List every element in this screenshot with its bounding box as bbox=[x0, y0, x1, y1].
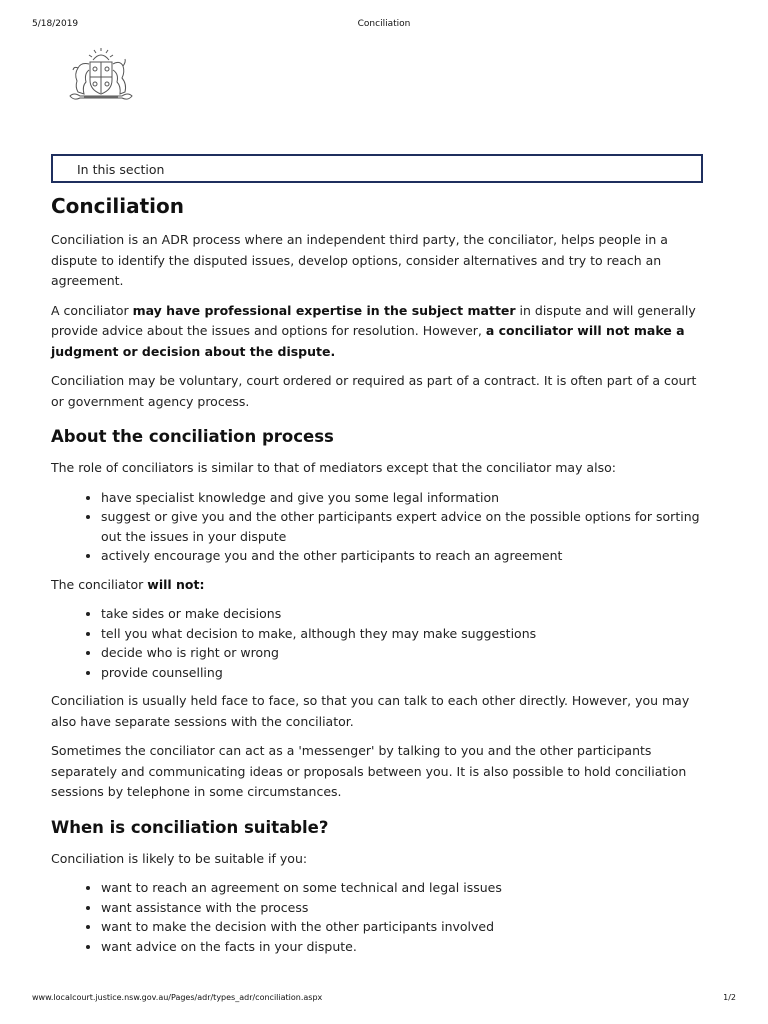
will-not-bold: will not: bbox=[147, 576, 205, 592]
will-not-lead bbox=[51, 575, 711, 596]
will-not-prefix: The conciliator bbox=[51, 576, 148, 592]
list-item: • tell you what decision to make, although they may make suggestions bbox=[101, 624, 711, 644]
voluntary-paragraph: Conciliation may be voluntary, court ordered or required as part of a contract. It is often part of a court or government agency process. bbox=[51, 373, 697, 409]
print-title: Conciliation bbox=[357, 19, 411, 29]
page-title: Conciliation bbox=[51, 194, 184, 218]
list-item: • provide counselling bbox=[101, 663, 711, 683]
intro-paragraph: Conciliation is an ADR process where an independent third party, the conciliator, helps people in a dispute to identify the disputed issues, develop options, consider alternatives and try to reach an agreement. bbox=[51, 232, 668, 288]
list-item: • want assistance with the process bbox=[101, 898, 711, 918]
list-item: • actively encourage you and the other participants to reach an agreement bbox=[101, 546, 711, 566]
expertise-paragraph bbox=[51, 301, 711, 363]
suitable-lead: Conciliation is likely to be suitable if you: bbox=[51, 850, 308, 866]
expertise-bold-1: may have professional expertise in the subject matter bbox=[132, 302, 516, 318]
expertise-text-2: in dispute and will generally provide advice about the issues and options for resolution. However, bbox=[51, 302, 696, 338]
in-this-section-label: In this section bbox=[77, 162, 165, 177]
list-item: • decide who is right or wrong bbox=[101, 643, 711, 663]
may-also-list bbox=[51, 488, 711, 566]
list-item: • want to make the decision with the other participants involved bbox=[101, 917, 711, 937]
expertise-bold-2: a conciliator will not make a judgment or decision about the dispute. bbox=[51, 323, 685, 359]
print-page-number: 1/2 bbox=[723, 993, 736, 1002]
about-lead: The role of conciliators is similar to that of mediators except that the conciliator may also: bbox=[51, 460, 616, 475]
print-url: www.localcourt.justice.nsw.gov.au/Pages/adr/types_adr/conciliation.aspx bbox=[32, 993, 323, 1002]
list-item: • take sides or make decisions bbox=[101, 604, 711, 624]
print-date: 5/18/2019 bbox=[32, 19, 79, 29]
messenger-paragraph: Sometimes the conciliator can act as a 'messenger' by talking to you and the other participants separately and communicating ideas or proposals between you. It is also possible to hold conciliation sessions by telephone in some circumstances. bbox=[51, 743, 687, 799]
suitable-heading: When is conciliation suitable? bbox=[51, 817, 329, 837]
expertise-text-1: A conciliator bbox=[51, 302, 133, 318]
in-this-section-toggle[interactable] bbox=[51, 154, 703, 183]
nsw-coat-of-arms-icon bbox=[62, 48, 140, 104]
list-item: • want advice on the facts in your dispute. bbox=[101, 937, 711, 957]
about-heading: About the conciliation process bbox=[51, 427, 334, 446]
list-item: • have specialist knowledge and give you some legal information bbox=[101, 488, 711, 508]
will-not-list bbox=[51, 604, 711, 682]
face-to-face-paragraph: Conciliation is usually held face to face, so that you can talk to each other directly. However, you may also have separate sessions with the conciliator. bbox=[51, 693, 690, 729]
list-item: • want to reach an agreement on some technical and legal issues bbox=[101, 878, 711, 898]
list-item: • suggest or give you and the other participants expert advice on the possible options for sorting out the issues in your dispute bbox=[101, 507, 711, 546]
article-content bbox=[51, 192, 711, 965]
suitable-list bbox=[51, 878, 711, 956]
